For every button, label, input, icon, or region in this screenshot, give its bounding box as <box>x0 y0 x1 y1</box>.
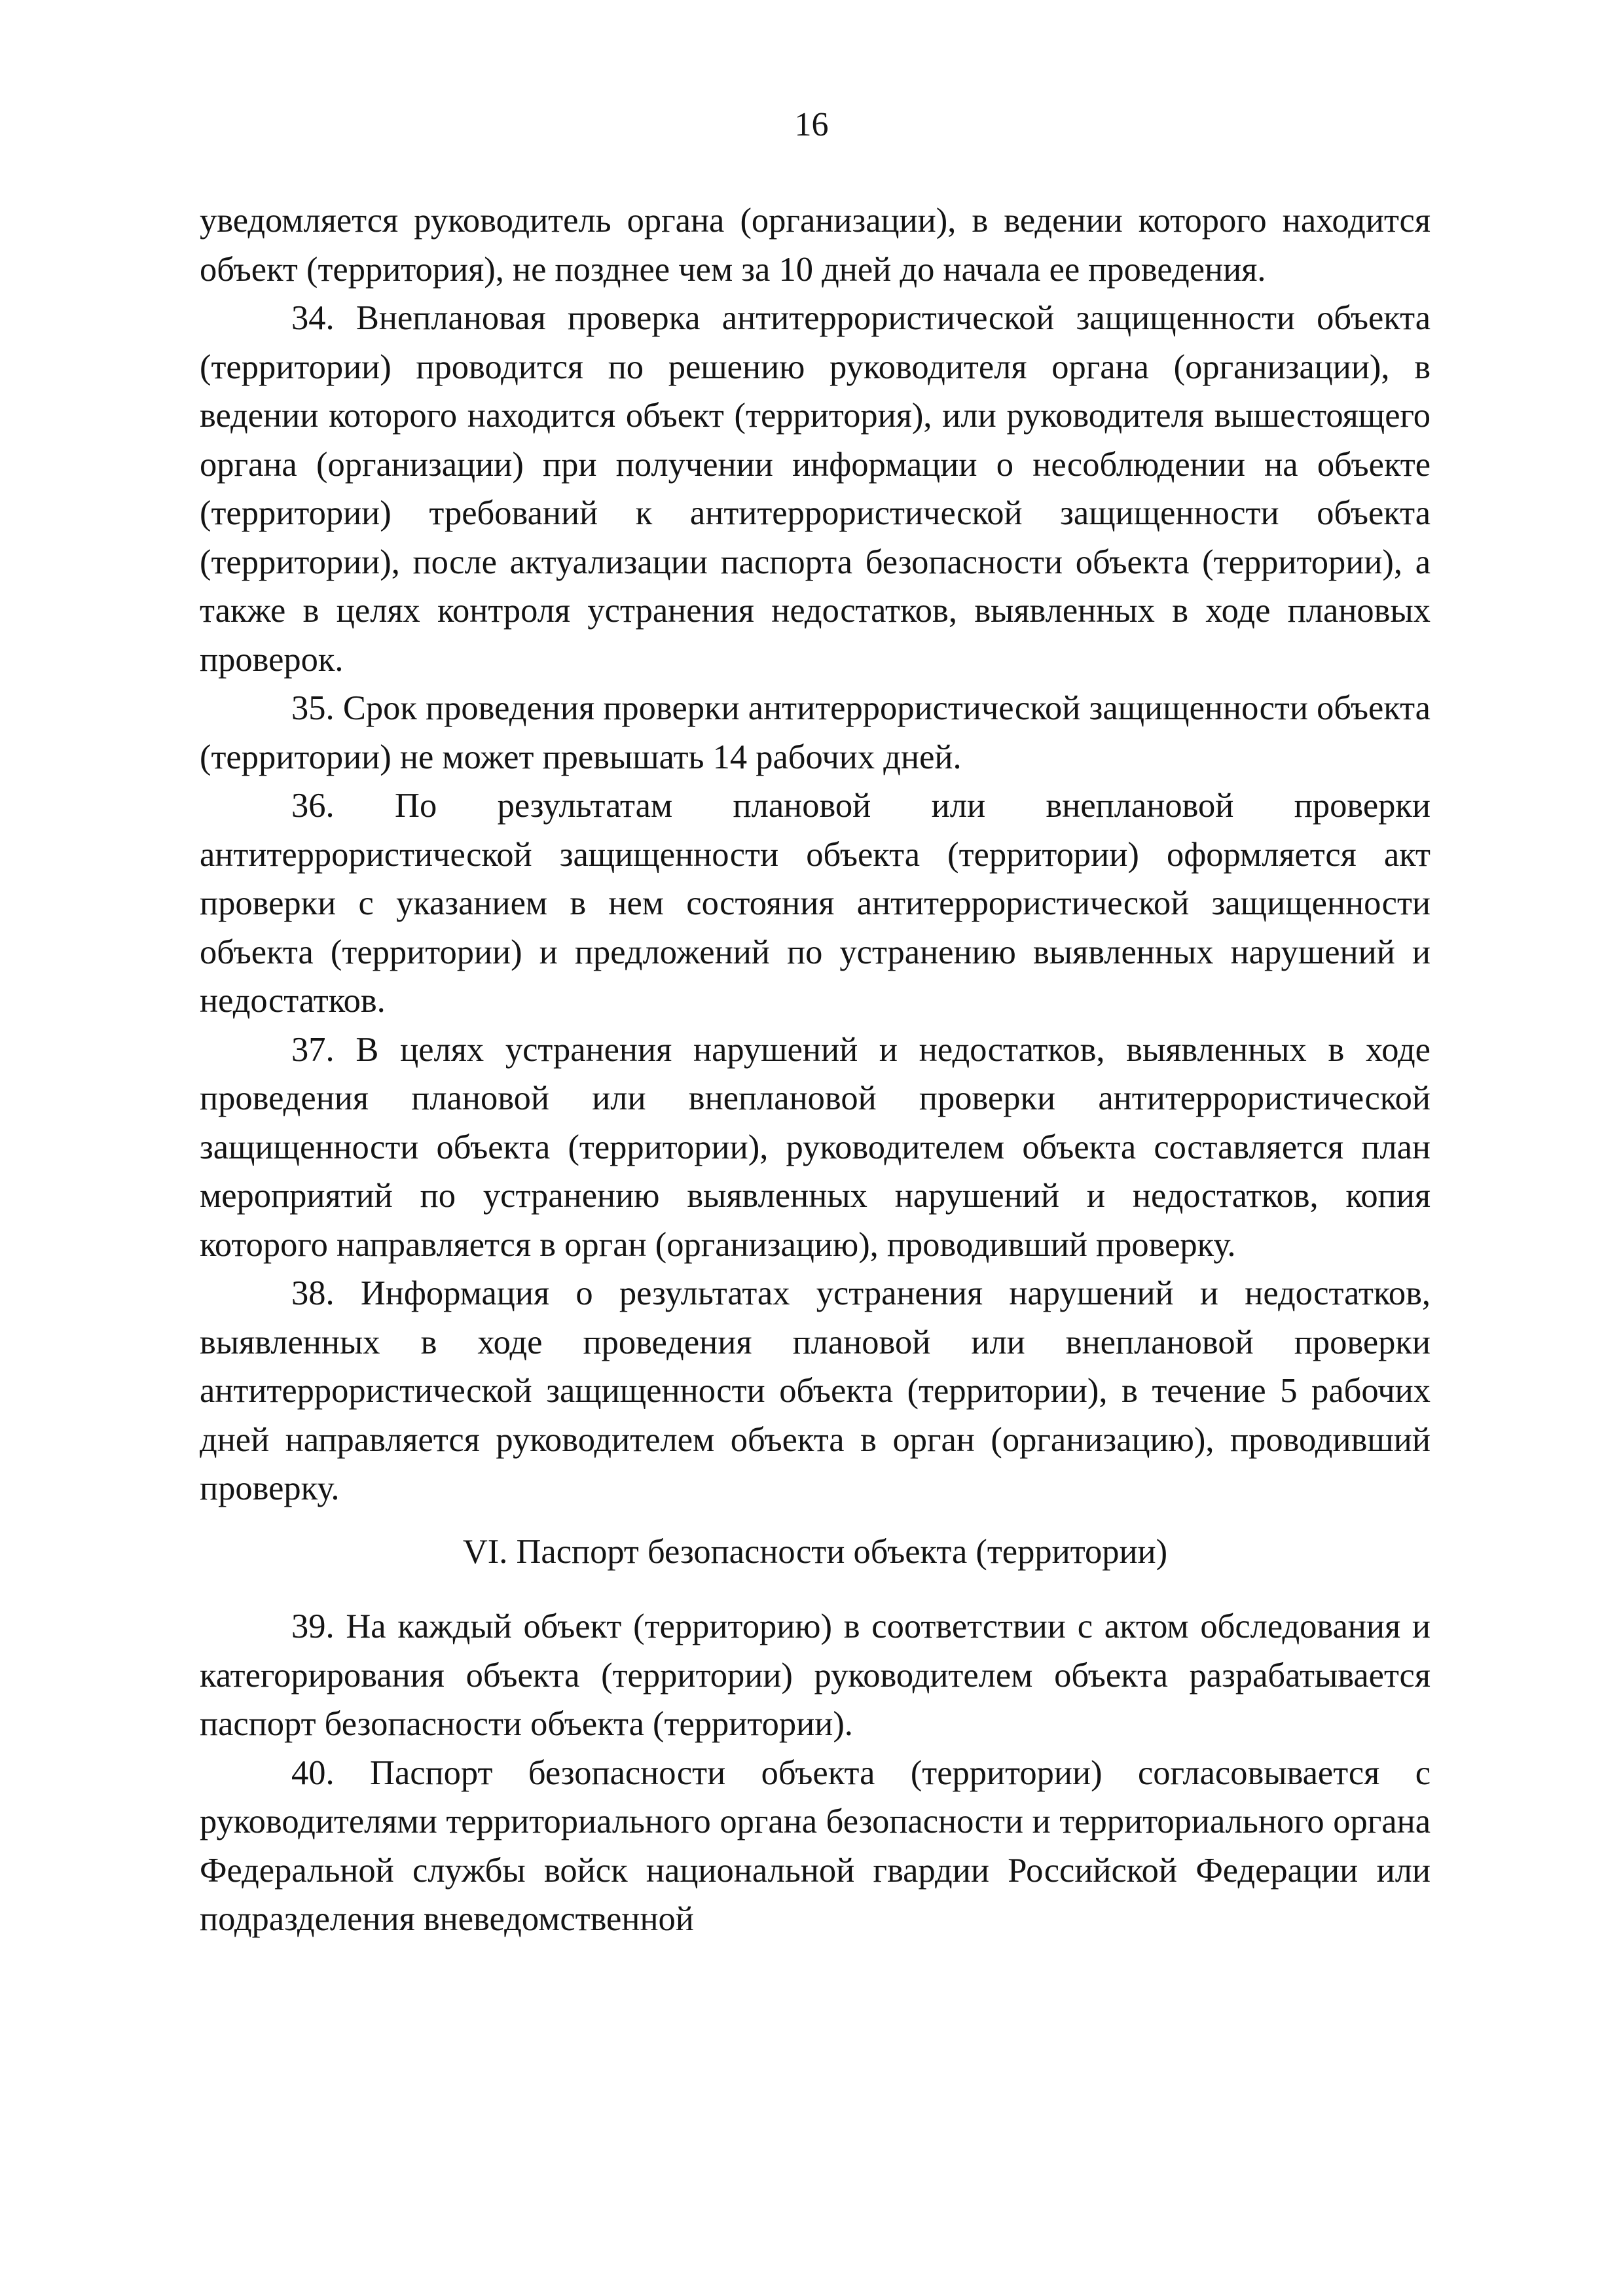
paragraph-39: 39. На каждый объект (территорию) в соответствии с актом обследования и категорирования объекта (территории) руководителем объекта разрабатывается паспорт безопасности объекта (территории). <box>200 1607 1431 1743</box>
paragraph-40: 40. Паспорт безопасности объекта (территории) согласовывается с руководителями территориального органа безопасности и территориального органа Федеральной службы войск национальной гвардии Российской Федерации или подразделения вневедомственной <box>200 1753 1431 1938</box>
paragraph-35: 35. Срок проведения проверки антитеррористической защищенности объекта (территории) не может превышать 14 рабочих дней. <box>200 689 1431 776</box>
paragraph-38: 38. Информация о результатах устранения нарушений и недостатков, выявленных в ходе проведения плановой или внеплановой проверки антитеррористической защищенности объекта (территории), в течение 5 рабочих дней направляется руководителем объекта в орган (организацию), проводивший проверку. <box>200 1274 1431 1507</box>
page-number: 16 <box>794 106 829 143</box>
paragraph-34: 34. Внеплановая проверка антитеррористической защищенности объекта (территории) проводится по решению руководителя органа (организации), в ведении которого находится объект (территория), или руководителя вышестоящего органа (организации) при получении информации о несоблюдении на объекте (территории) требований к антитеррористической защищенности объекта (территории), после актуализации паспорта безопасности объекта (территории), а также в целях контроля устранения недостатков, выявленных в ходе плановых проверок. <box>200 299 1431 679</box>
paragraph-continuation: уведомляется руководитель органа (организации), в ведении которого находится объект (территория), не позднее чем за 10 дней до начала ее проведения. <box>200 202 1431 289</box>
section-heading: VI. Паспорт безопасности объекта (территории) <box>462 1532 1168 1571</box>
paragraph-36: 36. По результатам плановой или внеплановой проверки антитеррористической защищенности объекта (территории) оформляется акт проверки с указанием в нем состояния антитеррористической защищенности объекта (территории) и предложений по устранению выявленных нарушений и недостатков. <box>200 787 1431 1020</box>
document-body <box>200 196 1431 1944</box>
paragraph-37: 37. В целях устранения нарушений и недостатков, выявленных в ходе проведения плановой или внеплановой проверки антитеррористической защищенности объекта (территории), руководителем объекта составляется план мероприятий по устранению выявленных нарушений и недостатков, копия которого направляется в орган (организацию), проводивший проверку. <box>200 1030 1431 1264</box>
